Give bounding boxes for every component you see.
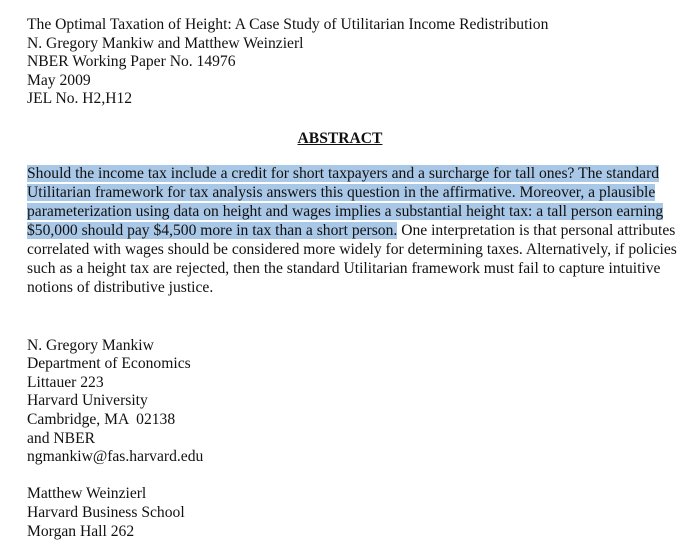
author-name[interactable]: Matthew Weinzierl — [27, 485, 147, 503]
highlighted-text[interactable]: Should the income tax include a credit for short taxpayers and a surcharge for tall ones? The standard — [27, 164, 660, 182]
abstract-heading[interactable]: ABSTRACT — [297, 129, 383, 147]
author-room[interactable]: Littauer 223 — [27, 373, 104, 391]
author-address-mankiw — [27, 337, 657, 467]
abstract-line — [27, 259, 661, 278]
abstract-line — [27, 221, 676, 240]
paper-authors[interactable]: N. Gregory Mankiw and Matthew Weinzierl — [27, 34, 304, 52]
paper-date[interactable]: May 2009 — [27, 71, 91, 89]
abstract-line — [27, 183, 656, 202]
author-name[interactable]: N. Gregory Mankiw — [27, 336, 154, 354]
highlighted-text[interactable]: $50,000 should pay $4,500 more in tax than a short person. — [27, 221, 398, 239]
highlighted-text[interactable]: parameterization using data on height and wages implies a substantial height tax: a tall person earning — [27, 202, 664, 220]
abstract-line — [27, 240, 677, 259]
author-city[interactable]: Cambridge, MA 02138 — [27, 410, 176, 428]
abstract-line — [27, 164, 660, 183]
abstract-line — [27, 278, 653, 297]
paper-jel[interactable]: JEL No. H2,H12 — [27, 90, 133, 108]
author-school[interactable]: Harvard Business School — [27, 503, 185, 521]
paper-title[interactable]: The Optimal Taxation of Height: A Case Study of Utilitarian Income Redistribution — [27, 16, 549, 33]
author-email[interactable]: ngmankiw@fas.harvard.edu — [27, 448, 204, 466]
abstract-text[interactable]: One interpretation is that personal attributes — [397, 221, 676, 239]
paper-page — [27, 16, 677, 541]
abstract-text[interactable]: such as a height tax are rejected, then the standard Utilitarian framework must fail to capture intuitive — [27, 259, 661, 277]
abstract-body — [27, 164, 677, 297]
abstract-text[interactable]: notions of distributive justice. — [27, 278, 214, 296]
abstract-text[interactable]: correlated with wages should be considered more widely for determining taxes. Alternatively, if policies — [27, 240, 677, 258]
author-department[interactable]: Department of Economics — [27, 355, 191, 373]
author-address-weinzierl — [27, 485, 657, 541]
abstract-line — [27, 202, 664, 221]
author-room[interactable]: Morgan Hall 262 — [27, 522, 135, 540]
paper-header — [27, 16, 657, 109]
author-affiliation[interactable]: and NBER — [27, 429, 96, 447]
highlighted-text[interactable]: Utilitarian framework for tax analysis answers this question in the affirmative. Moreover, a plausible — [27, 183, 656, 201]
paper-series[interactable]: NBER Working Paper No. 14976 — [27, 53, 236, 71]
author-university[interactable]: Harvard University — [27, 392, 148, 410]
